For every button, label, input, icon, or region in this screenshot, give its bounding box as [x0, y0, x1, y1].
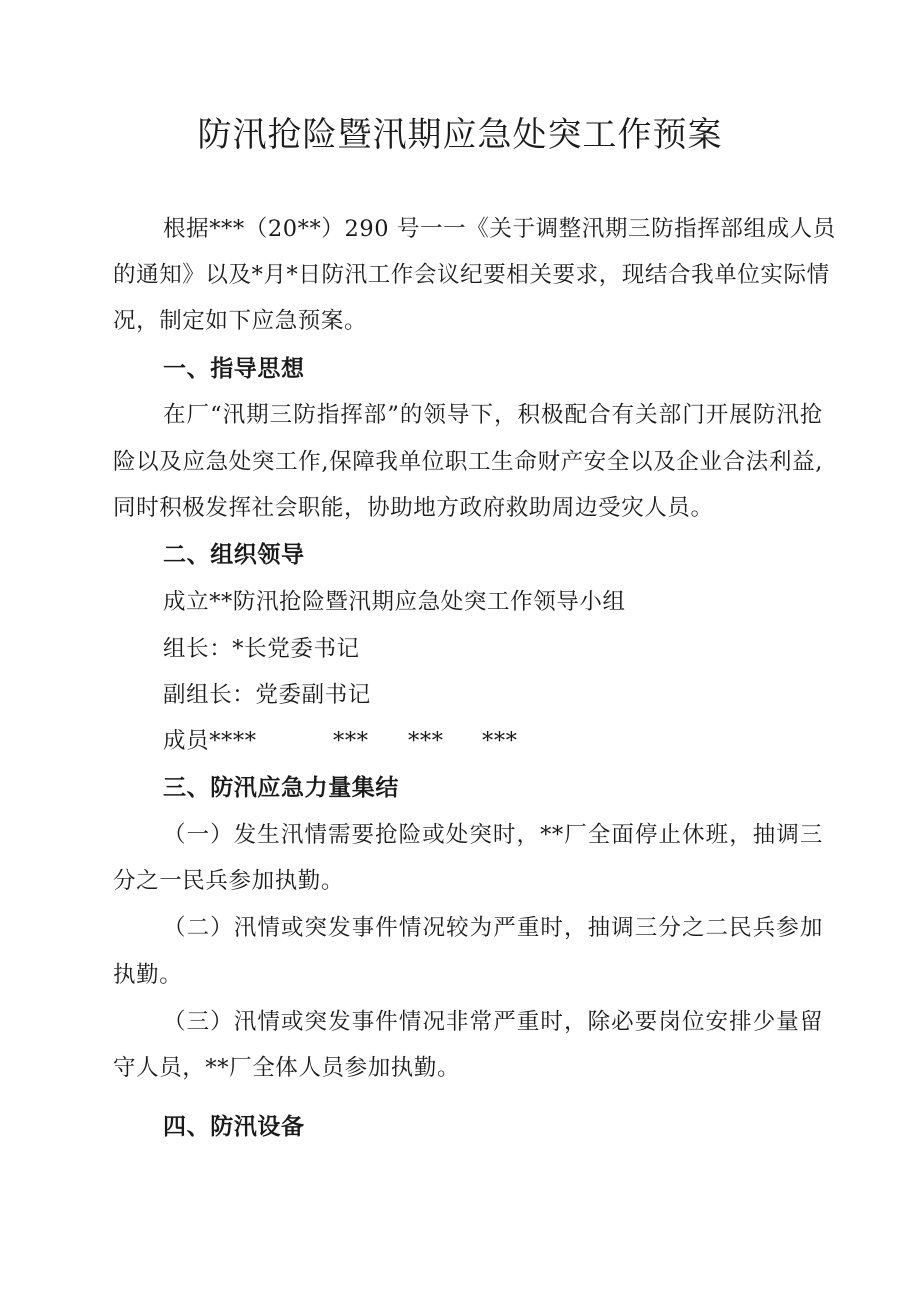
members-label: 成员**** — [163, 728, 257, 754]
intro-line-3: 况，制定如下应急预案。 — [113, 308, 368, 334]
item1-line-2: 分之一民兵参加执勤。 — [113, 868, 345, 894]
intro-line-1: 根据***（20**）290 号一一《关于调整汛期三防指挥部组成人员 — [163, 216, 836, 242]
section1-line-1: 在厂“汛期三防指挥部”的领导下，积极配合有关部门开展防汛抢 — [163, 402, 823, 428]
member-name: *** — [333, 728, 369, 754]
member-name: *** — [482, 728, 518, 754]
item3-line-1: （三）汛情或突发事件情况非常严重时，除必要岗位安排少量留 — [163, 1009, 823, 1035]
section-heading-organization: 二、组织领导 — [163, 542, 305, 568]
section-heading-force-assembly: 三、防汛应急力量集结 — [163, 775, 399, 801]
item2-line-1: （二）汛情或突发事件情况较为严重时，抽调三分之二民兵参加 — [163, 915, 823, 941]
member-name: *** — [408, 728, 444, 754]
section1-line-2: 险以及应急处突工作,保障我单位职工生命财产安全以及企业合法利益, — [113, 449, 823, 475]
document-title: 防汛抢险暨汛期应急处突工作预案 — [197, 115, 723, 155]
section1-line-3: 同时积极发挥社会职能，协助地方政府救助周边受灾人员。 — [113, 495, 714, 521]
intro-line-2: 的通知》以及*月*日防汛工作会议纪要相关要求，现结合我单位实际情 — [113, 262, 830, 288]
leading-group-text: 成立**防汛抢险暨汛期应急处突工作领导小组 — [163, 589, 626, 615]
item2-line-2: 执勤。 — [113, 962, 183, 988]
item1-line-1: （一）发生汛情需要抢险或处突时，**厂全面停止休班，抽调三 — [163, 822, 823, 848]
members-line — [163, 726, 518, 756]
section-heading-guiding-ideology: 一、指导思想 — [163, 356, 305, 382]
section-heading-equipment: 四、防汛设备 — [163, 1114, 305, 1140]
deputy-leader-text: 副组长：党委副书记 — [163, 682, 371, 708]
group-leader-text: 组长：*长党委书记 — [163, 636, 360, 662]
item3-line-2: 守人员，**厂全体人员参加执勤。 — [113, 1055, 461, 1081]
